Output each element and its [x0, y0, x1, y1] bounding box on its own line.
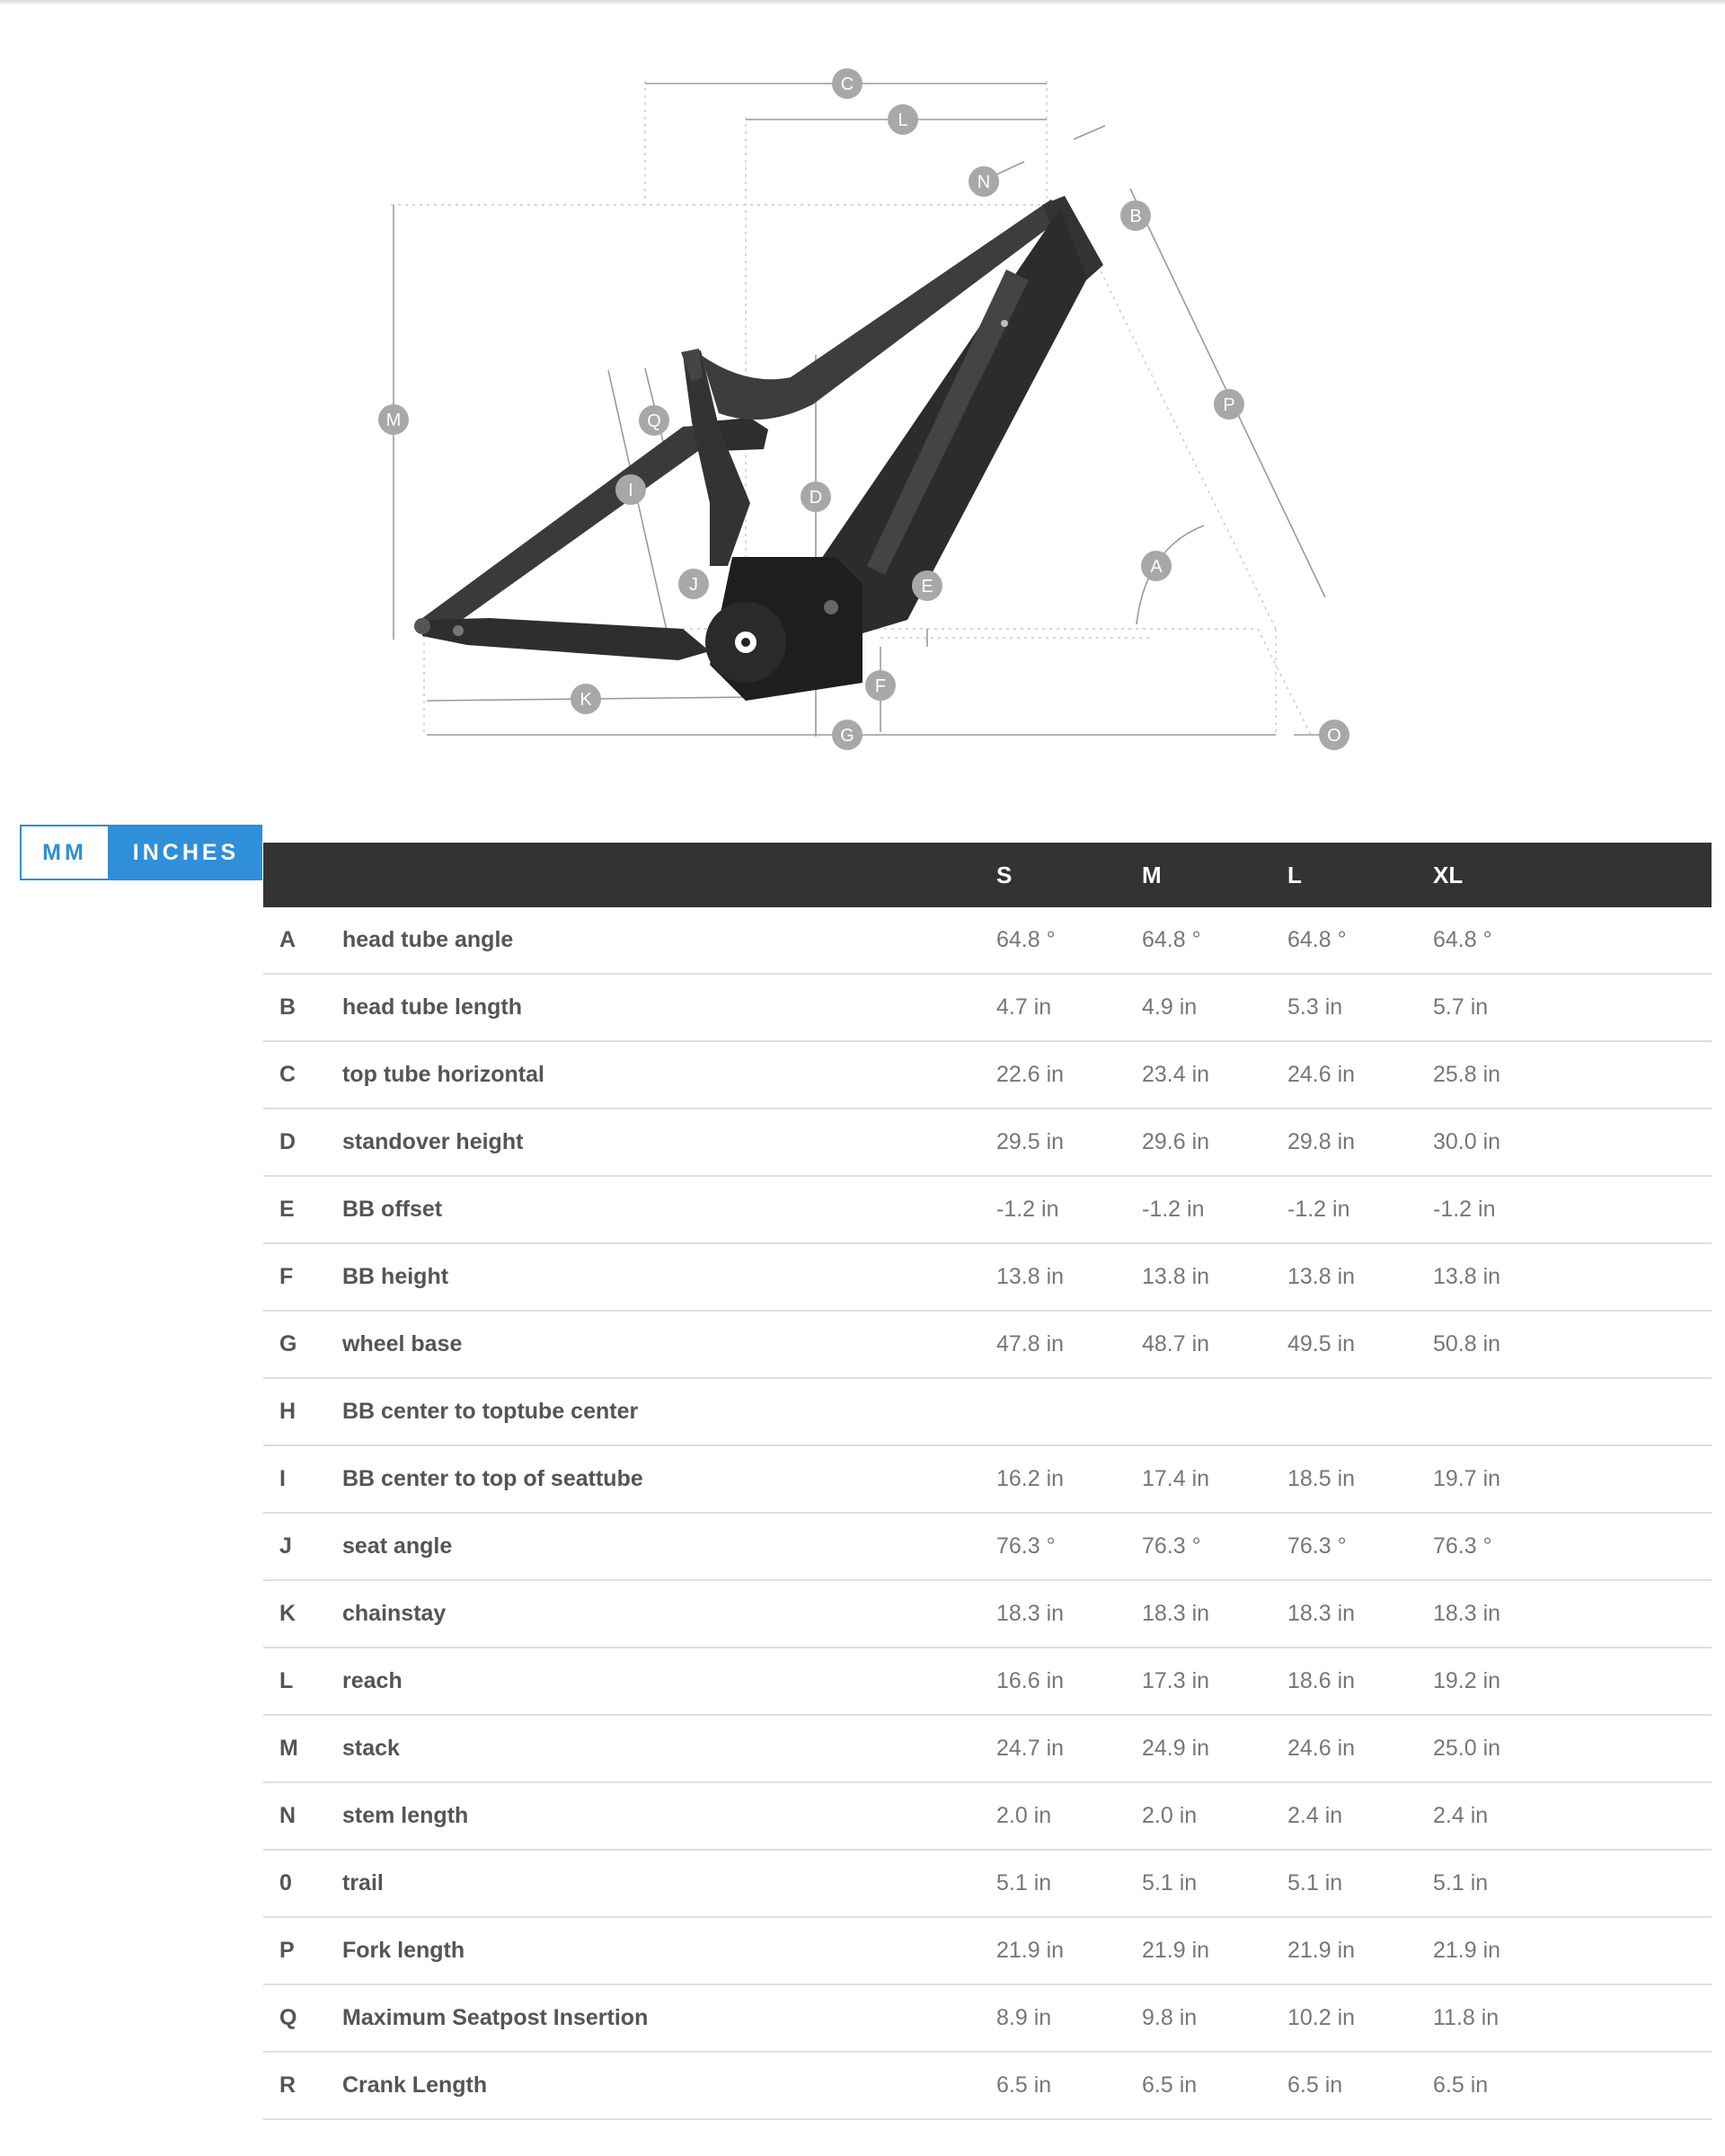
- table-row: [263, 1445, 1712, 1513]
- row-code: G: [263, 1311, 342, 1378]
- table-row: [263, 1580, 1712, 1648]
- table-row: [263, 974, 1712, 1041]
- row-label: wheel base: [342, 1311, 996, 1378]
- value-size-l: 6.5 in: [1287, 2052, 1433, 2119]
- value-size-s: 2.0 in: [996, 1782, 1142, 1850]
- row-code: D: [263, 1109, 342, 1176]
- dimension-marker-o: [1319, 720, 1349, 750]
- value-size-xl: 25.8 in: [1433, 1041, 1712, 1109]
- row-code: E: [263, 1176, 342, 1243]
- value-size-s: 5.1 in: [996, 1850, 1142, 1917]
- bike-frame: [414, 196, 1103, 701]
- table-row: [263, 1243, 1712, 1311]
- dimension-marker-label: N: [977, 172, 991, 192]
- value-size-xl: 18.3 in: [1433, 1580, 1712, 1648]
- value-size-xl: 5.1 in: [1433, 1850, 1712, 1917]
- row-label: BB offset: [342, 1176, 996, 1243]
- row-code: 0: [263, 1850, 342, 1917]
- value-size-m: -1.2 in: [1142, 1176, 1287, 1243]
- value-size-l: 18.3 in: [1287, 1580, 1433, 1648]
- header-size-xl: XL: [1433, 861, 1464, 888]
- value-size-s: 16.6 in: [996, 1648, 1142, 1715]
- value-size-m: 6.5 in: [1142, 2052, 1287, 2119]
- table-header-row: [263, 843, 1712, 907]
- header-size-l: L: [1287, 861, 1302, 888]
- dimension-marker-g: [832, 720, 862, 750]
- value-size-s: 64.8 °: [996, 907, 1142, 974]
- row-code: P: [263, 1917, 342, 1984]
- value-size-m: 29.6 in: [1142, 1109, 1287, 1176]
- value-size-xl: 5.7 in: [1433, 974, 1712, 1041]
- row-label: head tube angle: [342, 907, 996, 974]
- value-size-m: 21.9 in: [1142, 1917, 1287, 1984]
- row-code: A: [263, 907, 342, 974]
- value-size-s: 6.5 in: [996, 2052, 1142, 2119]
- row-label: chainstay: [342, 1580, 996, 1648]
- dimension-marker-k: [571, 684, 601, 714]
- dimension-marker-label: F: [874, 676, 887, 696]
- value-size-s: 76.3 °: [996, 1513, 1142, 1580]
- row-label: standover height: [342, 1109, 996, 1176]
- table-row: [263, 1648, 1712, 1715]
- value-size-l: 24.6 in: [1287, 1041, 1433, 1109]
- row-code: R: [263, 2052, 342, 2119]
- value-size-s: -1.2 in: [996, 1176, 1142, 1243]
- dimension-marker-p: [1214, 389, 1244, 420]
- value-size-s: 21.9 in: [996, 1917, 1142, 1984]
- dimension-marker-label: J: [689, 575, 698, 595]
- value-size-xl: 19.2 in: [1433, 1648, 1712, 1715]
- row-label: reach: [342, 1648, 996, 1715]
- value-size-xl: 11.8 in: [1433, 1984, 1712, 2052]
- value-size-l: 76.3 °: [1287, 1513, 1433, 1580]
- value-size-s: 18.3 in: [996, 1580, 1142, 1648]
- row-label: BB center to toptube center: [342, 1378, 996, 1445]
- header-size-m: M: [1142, 861, 1162, 888]
- value-size-m: 76.3 °: [1142, 1513, 1287, 1580]
- row-code: C: [263, 1041, 342, 1109]
- value-size-l: 29.8 in: [1287, 1109, 1433, 1176]
- table-row: [263, 1513, 1712, 1580]
- value-size-s: [996, 1378, 1142, 1445]
- value-size-l: 5.1 in: [1287, 1850, 1433, 1917]
- value-size-m: 64.8 °: [1142, 907, 1287, 974]
- value-size-m: 17.4 in: [1142, 1445, 1287, 1513]
- value-size-l: 18.6 in: [1287, 1648, 1433, 1715]
- value-size-l: 10.2 in: [1287, 1984, 1433, 2052]
- table-body: [263, 907, 1712, 2119]
- table-row: [263, 1984, 1712, 2052]
- value-size-xl: 6.5 in: [1433, 2052, 1712, 2119]
- table-row: [263, 1917, 1712, 1984]
- value-size-l: 21.9 in: [1287, 1917, 1433, 1984]
- value-size-s: 47.8 in: [996, 1311, 1142, 1378]
- dimension-marker-label: C: [840, 75, 854, 94]
- value-size-l: -1.2 in: [1287, 1176, 1433, 1243]
- table-row: [263, 1782, 1712, 1850]
- dimension-marker-n: [969, 166, 999, 197]
- value-size-s: 22.6 in: [996, 1041, 1142, 1109]
- dimension-marker-label: L: [898, 110, 908, 130]
- dimension-marker-m: [378, 404, 409, 435]
- row-code: H: [263, 1378, 342, 1445]
- dimension-marker-c: [832, 68, 862, 99]
- value-size-l: 2.4 in: [1287, 1782, 1433, 1850]
- table-row: [263, 1041, 1712, 1109]
- dimension-marker-label: I: [628, 481, 633, 500]
- header-size-s: S: [996, 861, 1013, 888]
- dimension-marker-b: [1120, 200, 1151, 231]
- dimension-marker-j: [678, 569, 709, 599]
- table-row: [263, 907, 1712, 974]
- value-size-m: 24.9 in: [1142, 1715, 1287, 1782]
- value-size-m: 4.9 in: [1142, 974, 1287, 1041]
- value-size-xl: -1.2 in: [1433, 1176, 1712, 1243]
- unit-inches-button[interactable]: INCHES: [110, 825, 262, 880]
- dimension-marker-l: [888, 104, 918, 135]
- value-size-s: 4.7 in: [996, 974, 1142, 1041]
- row-label: stack: [342, 1715, 996, 1782]
- unit-mm-button[interactable]: MM: [20, 825, 110, 880]
- value-size-xl: 21.9 in: [1433, 1917, 1712, 1984]
- row-code: J: [263, 1513, 342, 1580]
- table-row: [263, 1109, 1712, 1176]
- dimension-marker-label: M: [385, 411, 402, 430]
- dimension-marker-a: [1141, 551, 1172, 581]
- row-label: head tube length: [342, 974, 996, 1041]
- row-label: Fork length: [342, 1917, 996, 1984]
- value-size-l: [1287, 1378, 1433, 1445]
- unit-toggle: [20, 825, 262, 880]
- row-label: BB height: [342, 1243, 996, 1311]
- row-code: N: [263, 1782, 342, 1850]
- value-size-l: 5.3 in: [1287, 974, 1433, 1041]
- value-size-m: 13.8 in: [1142, 1243, 1287, 1311]
- row-code: B: [263, 974, 342, 1041]
- dimension-marker-label: O: [1327, 726, 1341, 746]
- row-code: F: [263, 1243, 342, 1311]
- dimension-marker-label: B: [1129, 207, 1142, 226]
- dimension-marker-label: A: [1150, 557, 1163, 577]
- value-size-s: 29.5 in: [996, 1109, 1142, 1176]
- row-label: top tube horizontal: [342, 1041, 996, 1109]
- value-size-m: 9.8 in: [1142, 1984, 1287, 2052]
- dimension-marker-e: [912, 570, 942, 601]
- dimension-marker-label: K: [579, 690, 592, 710]
- table-row: [263, 1311, 1712, 1378]
- row-label: Crank Length: [342, 2052, 996, 2119]
- value-size-m: 18.3 in: [1142, 1580, 1287, 1648]
- value-size-m: 23.4 in: [1142, 1041, 1287, 1109]
- frame-geometry-diagram: [0, 0, 1725, 808]
- row-label: trail: [342, 1850, 996, 1917]
- row-code: Q: [263, 1984, 342, 2052]
- row-code: I: [263, 1445, 342, 1513]
- dimension-marker-i: [615, 474, 646, 505]
- row-label: stem length: [342, 1782, 996, 1850]
- value-size-l: 49.5 in: [1287, 1311, 1433, 1378]
- row-label: BB center to top of seattube: [342, 1445, 996, 1513]
- value-size-m: 5.1 in: [1142, 1850, 1287, 1917]
- value-size-m: 48.7 in: [1142, 1311, 1287, 1378]
- value-size-s: 16.2 in: [996, 1445, 1142, 1513]
- value-size-s: 13.8 in: [996, 1243, 1142, 1311]
- dimension-marker-label: D: [809, 488, 823, 508]
- value-size-xl: 50.8 in: [1433, 1311, 1712, 1378]
- value-size-m: 2.0 in: [1142, 1782, 1287, 1850]
- dimension-marker-d: [801, 482, 831, 512]
- dimension-marker-label: G: [840, 726, 854, 746]
- value-size-xl: 30.0 in: [1433, 1109, 1712, 1176]
- row-code: L: [263, 1648, 342, 1715]
- value-size-xl: 25.0 in: [1433, 1715, 1712, 1782]
- value-size-m: [1142, 1378, 1287, 1445]
- value-size-xl: 19.7 in: [1433, 1445, 1712, 1513]
- row-code: M: [263, 1715, 342, 1782]
- value-size-l: 64.8 °: [1287, 907, 1433, 974]
- header-label: [342, 843, 996, 907]
- table-row: [263, 1850, 1712, 1917]
- dimension-marker-label: P: [1223, 395, 1235, 415]
- table-row: [263, 2052, 1712, 2119]
- table-row: [263, 1378, 1712, 1445]
- value-size-xl: 76.3 °: [1433, 1513, 1712, 1580]
- table-row: [263, 1176, 1712, 1243]
- dimension-marker-q: [639, 405, 669, 436]
- geometry-table: [263, 843, 1712, 2120]
- dimension-marker-f: [865, 670, 896, 701]
- row-label: seat angle: [342, 1513, 996, 1580]
- row-label: Maximum Seatpost Insertion: [342, 1984, 996, 2052]
- value-size-s: 24.7 in: [996, 1715, 1142, 1782]
- value-size-l: 13.8 in: [1287, 1243, 1433, 1311]
- dimension-marker-label: Q: [647, 411, 661, 431]
- value-size-xl: 13.8 in: [1433, 1243, 1712, 1311]
- value-size-xl: [1433, 1378, 1712, 1445]
- value-size-xl: 64.8 °: [1433, 907, 1712, 974]
- value-size-xl: 2.4 in: [1433, 1782, 1712, 1850]
- value-size-l: 18.5 in: [1287, 1445, 1433, 1513]
- value-size-s: 8.9 in: [996, 1984, 1142, 2052]
- table-row: [263, 1715, 1712, 1782]
- header-code: [263, 843, 342, 907]
- dimension-marker-label: E: [921, 577, 933, 596]
- value-size-l: 24.6 in: [1287, 1715, 1433, 1782]
- value-size-m: 17.3 in: [1142, 1648, 1287, 1715]
- row-code: K: [263, 1580, 342, 1648]
